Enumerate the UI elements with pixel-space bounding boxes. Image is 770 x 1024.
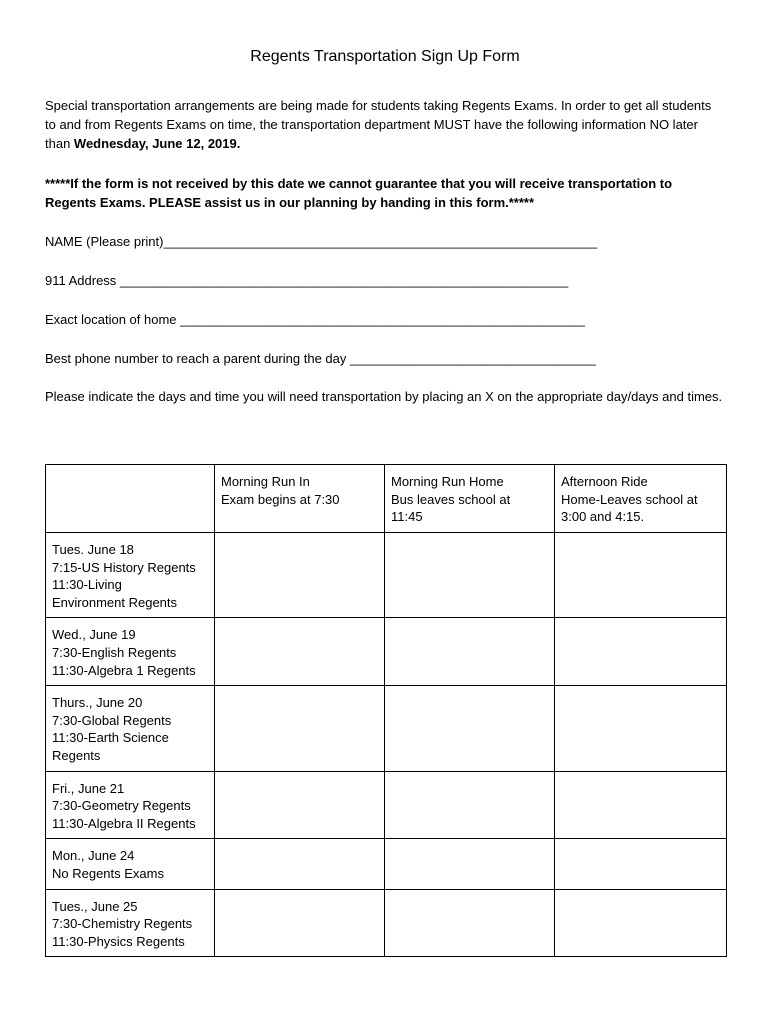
morning-run-in-checkbox-cell[interactable] — [215, 889, 385, 957]
address-field-blank[interactable]: ______________________________________________________________ — [119, 273, 569, 288]
day-text: Fri., June 21 — [52, 780, 125, 796]
day-cell — [46, 686, 215, 771]
day-cell — [46, 771, 215, 839]
home-location-field-label: Exact location of home — [45, 312, 181, 327]
afternoon-ride-checkbox-cell[interactable] — [555, 618, 727, 686]
header-text: 11:45 — [391, 509, 423, 525]
form-title: Regents Transportation Sign Up Form — [250, 48, 520, 65]
header-cell-afternoon-ride — [555, 465, 727, 533]
afternoon-ride-checkbox-cell[interactable] — [555, 533, 727, 618]
morning-run-in-checkbox-cell[interactable] — [215, 686, 385, 771]
table-row — [46, 771, 727, 839]
afternoon-ride-checkbox-cell[interactable] — [555, 839, 727, 889]
day-text: 11:30-Living — [52, 577, 122, 593]
morning-run-home-checkbox-cell[interactable] — [385, 839, 555, 889]
home-location-field-blank[interactable]: ________________________________________________________ — [180, 312, 586, 327]
phone-field-blank[interactable]: __________________________________ — [349, 351, 596, 366]
day-text: Environment Regents — [52, 594, 178, 610]
address-field-label: 911 Address — [45, 273, 120, 288]
phone-field[interactable] — [45, 349, 596, 368]
table-row — [46, 889, 727, 957]
day-text: 7:30-Chemistry Regents — [52, 916, 193, 932]
intro-paragraph — [45, 96, 725, 153]
day-cell — [46, 618, 215, 686]
header-text: Exam begins at 7:30 — [221, 491, 340, 507]
transportation-schedule-table — [45, 464, 727, 957]
address-field[interactable] — [45, 271, 568, 290]
day-text: Wed., June 19 — [52, 627, 136, 643]
instructions-paragraph: Please indicate the days and time you will need transportation by placing an X on the appropriate day/days and times. — [45, 389, 723, 404]
morning-run-in-checkbox-cell[interactable] — [215, 618, 385, 686]
morning-run-home-checkbox-cell[interactable] — [385, 889, 555, 957]
day-text: 11:30-Algebra 1 Regents — [52, 662, 196, 678]
header-text: Home-Leaves school at — [561, 491, 698, 507]
day-text: 7:30-Geometry Regents — [52, 798, 191, 814]
table-row — [46, 533, 727, 618]
day-text: Tues. June 18 — [52, 542, 134, 557]
header-text: Morning Run Home — [391, 474, 504, 489]
morning-run-in-checkbox-cell[interactable] — [215, 771, 385, 839]
day-text: Thurs., June 20 — [52, 695, 143, 711]
morning-run-home-checkbox-cell[interactable] — [385, 771, 555, 839]
day-text: 11:30-Earth Science — [52, 730, 169, 746]
day-text: Mon., June 24 — [52, 848, 135, 864]
morning-run-home-checkbox-cell[interactable] — [385, 618, 555, 686]
morning-run-in-checkbox-cell[interactable] — [215, 533, 385, 618]
header-text: 3:00 and 4:15. — [561, 509, 645, 525]
home-location-field[interactable] — [45, 310, 585, 329]
header-cell-empty — [46, 465, 215, 533]
warning-notice: *****If the form is not received by this date we cannot guarantee that you will receive transportation to Regents Exams. PLEASE assist us in our planning by handing in this form.***** — [45, 176, 673, 210]
header-cell-morning-run-home — [385, 465, 555, 533]
intro-text: Special transportation arrangements are being made for students taking Regents Exams. In order to get all students to and from Regents Exams on time, the transportation department MUST have the following information NO later than — [45, 98, 712, 151]
day-text: Tues., June 25 — [52, 898, 138, 914]
day-text: 7:30-Global Regents — [52, 712, 172, 728]
header-text: Afternoon Ride — [561, 474, 648, 489]
day-text: No Regents Exams — [52, 865, 164, 881]
name-field-label: NAME (Please print) — [45, 234, 164, 249]
day-text: 7:30-English Regents — [52, 644, 177, 660]
header-cell-morning-run-in — [215, 465, 385, 533]
morning-run-home-checkbox-cell[interactable] — [385, 686, 555, 771]
table-header-row — [46, 465, 727, 533]
deadline-date: Wednesday, June 12, 2019. — [73, 136, 241, 151]
table-row — [46, 839, 727, 889]
afternoon-ride-checkbox-cell[interactable] — [555, 889, 727, 957]
day-text: 11:30-Physics Regents — [52, 933, 185, 949]
day-cell — [46, 839, 215, 889]
afternoon-ride-checkbox-cell[interactable] — [555, 771, 727, 839]
afternoon-ride-checkbox-cell[interactable] — [555, 686, 727, 771]
day-text: 7:15-US History Regents — [52, 559, 196, 575]
day-cell — [46, 889, 215, 957]
day-cell — [46, 533, 215, 618]
day-text: Regents — [52, 747, 101, 763]
table-row — [46, 618, 727, 686]
morning-run-home-checkbox-cell[interactable] — [385, 533, 555, 618]
name-field-blank[interactable]: ____________________________________________________________ — [163, 234, 598, 249]
header-text: Bus leaves school at — [391, 491, 511, 507]
header-text: Morning Run In — [221, 474, 310, 489]
table-row — [46, 686, 727, 771]
morning-run-in-checkbox-cell[interactable] — [215, 839, 385, 889]
name-field[interactable] — [45, 232, 597, 251]
day-text: 11:30-Algebra II Regents — [52, 815, 196, 831]
phone-field-label: Best phone number to reach a parent during the day — [45, 351, 350, 366]
